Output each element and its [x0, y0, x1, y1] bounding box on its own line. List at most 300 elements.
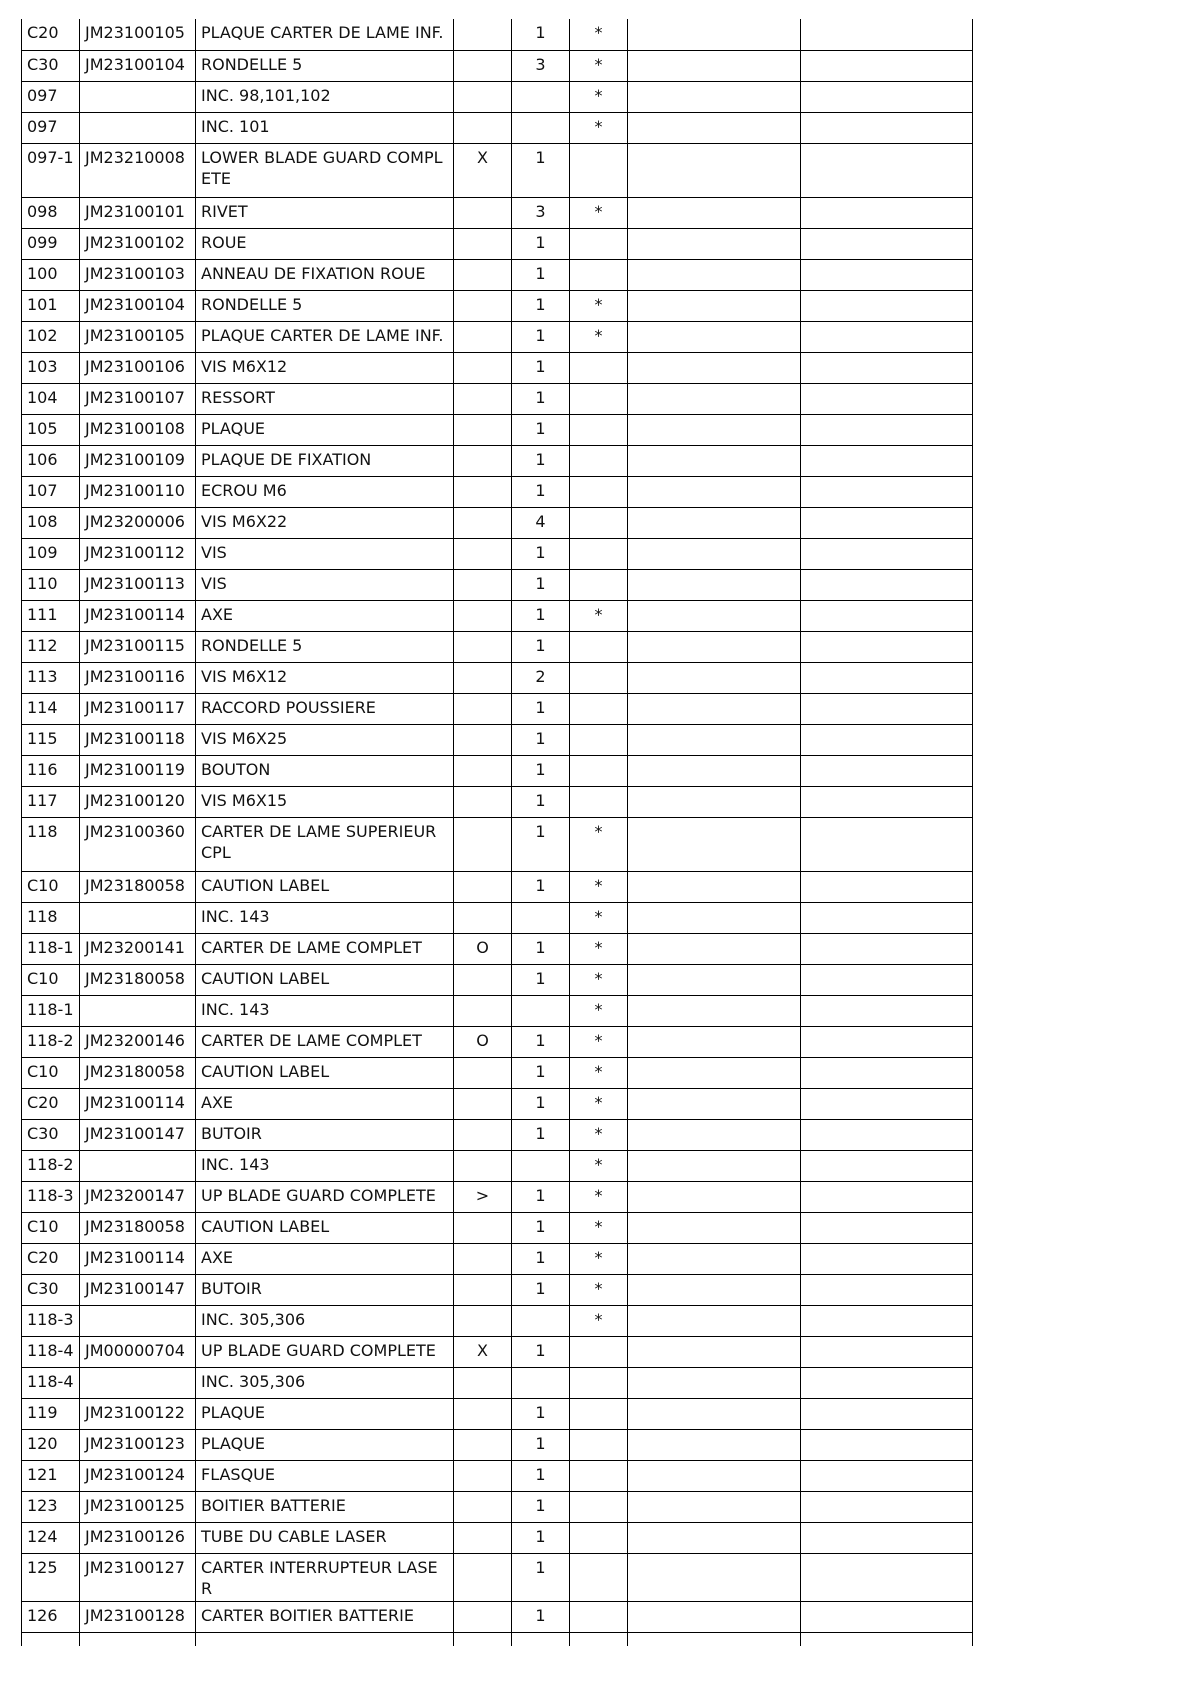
- marker-cell: *: [570, 321, 628, 352]
- description-cell: RONDELLE 5: [196, 631, 454, 662]
- table-row: [22, 1150, 973, 1181]
- empty-cell: [628, 50, 801, 81]
- empty-cell: [628, 321, 801, 352]
- empty-cell: [628, 1181, 801, 1212]
- empty-cell: [801, 1601, 973, 1632]
- quantity-cell: 1: [512, 1119, 570, 1150]
- reference-cell: JM23100114: [80, 1088, 196, 1119]
- quantity-cell: 1: [512, 1088, 570, 1119]
- description-cell: PLAQUE CARTER DE LAME INF.: [196, 19, 454, 50]
- empty-cell: [628, 19, 801, 50]
- part-number-cell: 126: [22, 1601, 80, 1632]
- empty-cell: [801, 1088, 973, 1119]
- part-number-cell: 118-4: [22, 1367, 80, 1398]
- empty-cell: [801, 19, 973, 50]
- description-cell: CAUTION LABEL: [196, 1212, 454, 1243]
- empty-cell: [801, 600, 973, 631]
- table-row: [22, 507, 973, 538]
- reference-cell: JM23100126: [80, 1522, 196, 1553]
- empty-cell: [801, 631, 973, 662]
- quantity-cell: 1: [512, 724, 570, 755]
- description-cell: ANNEAU DE FIXATION ROUE: [196, 259, 454, 290]
- reference-cell: JM23100108: [80, 414, 196, 445]
- description-cell: CARTER DE LAME COMPLET: [196, 933, 454, 964]
- variant-flag-cell: [454, 507, 512, 538]
- table-row: [22, 197, 973, 228]
- empty-cell: [801, 1243, 973, 1274]
- variant-flag-cell: [454, 50, 512, 81]
- quantity-cell: 1: [512, 1336, 570, 1367]
- variant-flag-cell: [454, 1119, 512, 1150]
- variant-flag-cell: >: [454, 1181, 512, 1212]
- description-cell: PLAQUE: [196, 1398, 454, 1429]
- quantity-cell: 1: [512, 1181, 570, 1212]
- reference-cell: JM23100113: [80, 569, 196, 600]
- empty-cell: [801, 352, 973, 383]
- variant-flag-cell: [454, 228, 512, 259]
- description-cell: VIS M6X22: [196, 507, 454, 538]
- empty-cell: [801, 143, 973, 197]
- variant-flag-cell: [454, 662, 512, 693]
- reference-cell: JM23100105: [80, 19, 196, 50]
- variant-flag-cell: [454, 1212, 512, 1243]
- description-cell: INC. 143: [196, 902, 454, 933]
- empty-cell: [454, 1632, 512, 1646]
- empty-cell: [801, 1398, 973, 1429]
- part-number-cell: C30: [22, 1274, 80, 1305]
- variant-flag-cell: [454, 755, 512, 786]
- marker-cell: *: [570, 1212, 628, 1243]
- part-number-cell: 118: [22, 817, 80, 871]
- reference-cell: JM23180058: [80, 1212, 196, 1243]
- empty-cell: [801, 476, 973, 507]
- variant-flag-cell: [454, 19, 512, 50]
- marker-cell: *: [570, 1274, 628, 1305]
- empty-cell: [628, 1553, 801, 1601]
- empty-cell: [628, 1367, 801, 1398]
- reference-cell: JM23100120: [80, 786, 196, 817]
- empty-cell: [801, 112, 973, 143]
- empty-cell: [628, 1243, 801, 1274]
- empty-cell: [801, 507, 973, 538]
- reference-cell: JM23100360: [80, 817, 196, 871]
- part-number-cell: 125: [22, 1553, 80, 1601]
- empty-cell: [801, 995, 973, 1026]
- part-number-cell: 106: [22, 445, 80, 476]
- empty-cell: [628, 197, 801, 228]
- empty-cell: [628, 1274, 801, 1305]
- marker-cell: [570, 1491, 628, 1522]
- description-cell: RESSORT: [196, 383, 454, 414]
- part-number-cell: 097-1: [22, 143, 80, 197]
- table-row: [22, 693, 973, 724]
- quantity-cell: 1: [512, 600, 570, 631]
- empty-cell: [801, 786, 973, 817]
- empty-cell: [628, 964, 801, 995]
- part-number-cell: 115: [22, 724, 80, 755]
- table-row: [22, 600, 973, 631]
- empty-cell: [801, 964, 973, 995]
- part-number-cell: 104: [22, 383, 80, 414]
- empty-cell: [628, 817, 801, 871]
- marker-cell: *: [570, 902, 628, 933]
- part-number-cell: 121: [22, 1460, 80, 1491]
- marker-cell: *: [570, 1119, 628, 1150]
- variant-flag-cell: [454, 445, 512, 476]
- marker-cell: [570, 414, 628, 445]
- empty-cell: [628, 1119, 801, 1150]
- marker-cell: [570, 724, 628, 755]
- empty-cell: [512, 1632, 570, 1646]
- empty-cell: [801, 1522, 973, 1553]
- quantity-cell: 1: [512, 321, 570, 352]
- description-cell: RIVET: [196, 197, 454, 228]
- reference-cell: JM23100115: [80, 631, 196, 662]
- empty-cell: [801, 383, 973, 414]
- table-row: [22, 321, 973, 352]
- marker-cell: [570, 631, 628, 662]
- reference-cell: JM23100103: [80, 259, 196, 290]
- variant-flag-cell: O: [454, 933, 512, 964]
- part-number-cell: 099: [22, 228, 80, 259]
- empty-cell: [801, 1212, 973, 1243]
- empty-cell: [628, 1212, 801, 1243]
- quantity-cell: 1: [512, 693, 570, 724]
- part-number-cell: 107: [22, 476, 80, 507]
- empty-cell: [628, 1057, 801, 1088]
- reference-cell: JM23100112: [80, 538, 196, 569]
- variant-flag-cell: [454, 1398, 512, 1429]
- quantity-cell: 3: [512, 197, 570, 228]
- table-row: [22, 383, 973, 414]
- table-row: [22, 1336, 973, 1367]
- reference-cell: JM23100117: [80, 693, 196, 724]
- reference-cell: JM23100147: [80, 1119, 196, 1150]
- empty-cell: [628, 81, 801, 112]
- table-row: [22, 871, 973, 902]
- marker-cell: [570, 507, 628, 538]
- quantity-cell: [512, 1150, 570, 1181]
- table-row: [22, 352, 973, 383]
- marker-cell: [570, 383, 628, 414]
- variant-flag-cell: X: [454, 143, 512, 197]
- variant-flag-cell: [454, 1491, 512, 1522]
- marker-cell: *: [570, 81, 628, 112]
- quantity-cell: 1: [512, 964, 570, 995]
- quantity-cell: 4: [512, 507, 570, 538]
- reference-cell: JM23100101: [80, 197, 196, 228]
- description-cell: CAUTION LABEL: [196, 1057, 454, 1088]
- empty-cell: [628, 1026, 801, 1057]
- table-row: [22, 538, 973, 569]
- description-cell: VIS M6X25: [196, 724, 454, 755]
- quantity-cell: 1: [512, 228, 570, 259]
- variant-flag-cell: [454, 1460, 512, 1491]
- reference-cell: [80, 902, 196, 933]
- description-cell: BUTOIR: [196, 1119, 454, 1150]
- part-number-cell: C10: [22, 1057, 80, 1088]
- reference-cell: JM23180058: [80, 1057, 196, 1088]
- table-row: [22, 1274, 973, 1305]
- reference-cell: JM23100110: [80, 476, 196, 507]
- description-cell: CARTER DE LAME SUPERIEUR CPL: [196, 817, 454, 871]
- part-number-cell: 102: [22, 321, 80, 352]
- part-number-cell: 114: [22, 693, 80, 724]
- reference-cell: JM23100104: [80, 290, 196, 321]
- table-row: [22, 1057, 973, 1088]
- description-cell: AXE: [196, 1243, 454, 1274]
- part-number-cell: 118-2: [22, 1026, 80, 1057]
- marker-cell: [570, 693, 628, 724]
- table-row: [22, 1429, 973, 1460]
- table-row: [22, 1212, 973, 1243]
- marker-cell: [570, 352, 628, 383]
- part-number-cell: 109: [22, 538, 80, 569]
- part-number-cell: 118: [22, 902, 80, 933]
- quantity-cell: 3: [512, 50, 570, 81]
- empty-cell: [628, 755, 801, 786]
- quantity-cell: [512, 1305, 570, 1336]
- quantity-cell: 1: [512, 143, 570, 197]
- marker-cell: *: [570, 871, 628, 902]
- part-number-cell: 123: [22, 1491, 80, 1522]
- marker-cell: [570, 143, 628, 197]
- table-row: [22, 81, 973, 112]
- quantity-cell: 1: [512, 631, 570, 662]
- empty-cell: [801, 1632, 973, 1646]
- variant-flag-cell: [454, 383, 512, 414]
- empty-cell: [628, 383, 801, 414]
- marker-cell: *: [570, 600, 628, 631]
- marker-cell: *: [570, 19, 628, 50]
- marker-cell: [570, 1367, 628, 1398]
- variant-flag-cell: [454, 871, 512, 902]
- marker-cell: *: [570, 817, 628, 871]
- empty-cell: [628, 631, 801, 662]
- empty-cell: [801, 1491, 973, 1522]
- description-cell: UP BLADE GUARD COMPLETE: [196, 1181, 454, 1212]
- empty-cell: [801, 538, 973, 569]
- reference-cell: JM23100119: [80, 755, 196, 786]
- variant-flag-cell: [454, 1274, 512, 1305]
- parts-table-body: [22, 19, 973, 1646]
- variant-flag-cell: [454, 964, 512, 995]
- part-number-cell: 098: [22, 197, 80, 228]
- empty-cell: [801, 1429, 973, 1460]
- variant-flag-cell: [454, 1601, 512, 1632]
- empty-cell: [801, 1150, 973, 1181]
- marker-cell: [570, 1522, 628, 1553]
- quantity-cell: 1: [512, 786, 570, 817]
- quantity-cell: 1: [512, 1057, 570, 1088]
- part-number-cell: 097: [22, 112, 80, 143]
- quantity-cell: 1: [512, 1243, 570, 1274]
- marker-cell: *: [570, 112, 628, 143]
- empty-cell: [628, 1460, 801, 1491]
- variant-flag-cell: [454, 902, 512, 933]
- empty-cell: [801, 1367, 973, 1398]
- reference-cell: [80, 112, 196, 143]
- quantity-cell: [512, 995, 570, 1026]
- part-number-cell: 118-3: [22, 1305, 80, 1336]
- empty-cell: [628, 902, 801, 933]
- part-number-cell: 118-2: [22, 1150, 80, 1181]
- reference-cell: JM23180058: [80, 964, 196, 995]
- empty-cell: [628, 1522, 801, 1553]
- description-cell: INC. 101: [196, 112, 454, 143]
- variant-flag-cell: [454, 1243, 512, 1274]
- reference-cell: JM23210008: [80, 143, 196, 197]
- part-number-cell: 118-1: [22, 933, 80, 964]
- description-cell: CARTER INTERRUPTEUR LASER: [196, 1553, 454, 1601]
- description-cell: VIS: [196, 538, 454, 569]
- reference-cell: [80, 1150, 196, 1181]
- empty-cell: [628, 1398, 801, 1429]
- empty-cell: [801, 1336, 973, 1367]
- quantity-cell: 1: [512, 1398, 570, 1429]
- marker-cell: *: [570, 1150, 628, 1181]
- reference-cell: JM23100109: [80, 445, 196, 476]
- table-row: [22, 995, 973, 1026]
- marker-cell: [570, 476, 628, 507]
- variant-flag-cell: X: [454, 1336, 512, 1367]
- variant-flag-cell: [454, 352, 512, 383]
- part-number-cell: 100: [22, 259, 80, 290]
- marker-cell: [570, 786, 628, 817]
- empty-cell: [628, 600, 801, 631]
- description-cell: TUBE DU CABLE LASER: [196, 1522, 454, 1553]
- reference-cell: JM23100102: [80, 228, 196, 259]
- reference-cell: JM00000704: [80, 1336, 196, 1367]
- marker-cell: [570, 445, 628, 476]
- marker-cell: *: [570, 197, 628, 228]
- description-cell: VIS M6X12: [196, 352, 454, 383]
- marker-cell: *: [570, 1181, 628, 1212]
- description-cell: CARTER BOITIER BATTERIE: [196, 1601, 454, 1632]
- table-row: [22, 724, 973, 755]
- reference-cell: JM23100105: [80, 321, 196, 352]
- empty-cell: [628, 569, 801, 600]
- empty-cell: [628, 476, 801, 507]
- table-row: [22, 755, 973, 786]
- table-row: [22, 414, 973, 445]
- part-number-cell: C10: [22, 964, 80, 995]
- empty-cell: [801, 228, 973, 259]
- table-row: [22, 143, 973, 197]
- description-cell: INC. 98,101,102: [196, 81, 454, 112]
- marker-cell: *: [570, 933, 628, 964]
- description-cell: PLAQUE: [196, 1429, 454, 1460]
- marker-cell: [570, 1553, 628, 1601]
- description-cell: VIS: [196, 569, 454, 600]
- marker-cell: [570, 1336, 628, 1367]
- part-number-cell: 117: [22, 786, 80, 817]
- description-cell: INC. 305,306: [196, 1305, 454, 1336]
- reference-cell: JM23200141: [80, 933, 196, 964]
- part-number-cell: 120: [22, 1429, 80, 1460]
- description-cell: ROUE: [196, 228, 454, 259]
- part-number-cell: 097: [22, 81, 80, 112]
- variant-flag-cell: [454, 817, 512, 871]
- description-cell: AXE: [196, 1088, 454, 1119]
- description-cell: ECROU M6: [196, 476, 454, 507]
- empty-cell: [801, 724, 973, 755]
- reference-cell: JM23200147: [80, 1181, 196, 1212]
- marker-cell: [570, 1460, 628, 1491]
- part-number-cell: C20: [22, 1243, 80, 1274]
- table-row: [22, 1119, 973, 1150]
- empty-cell: [801, 50, 973, 81]
- part-number-cell: 124: [22, 1522, 80, 1553]
- variant-flag-cell: [454, 81, 512, 112]
- variant-flag-cell: [454, 414, 512, 445]
- reference-cell: JM23100118: [80, 724, 196, 755]
- empty-cell: [801, 81, 973, 112]
- table-row: [22, 259, 973, 290]
- marker-cell: *: [570, 1057, 628, 1088]
- empty-cell: [801, 1119, 973, 1150]
- description-cell: BOUTON: [196, 755, 454, 786]
- variant-flag-cell: [454, 1553, 512, 1601]
- empty-cell: [628, 871, 801, 902]
- description-cell: CARTER DE LAME COMPLET: [196, 1026, 454, 1057]
- marker-cell: *: [570, 964, 628, 995]
- empty-cell: [628, 724, 801, 755]
- empty-cell: [628, 507, 801, 538]
- variant-flag-cell: [454, 321, 512, 352]
- quantity-cell: 1: [512, 1212, 570, 1243]
- empty-cell: [628, 786, 801, 817]
- empty-cell: [801, 259, 973, 290]
- variant-flag-cell: [454, 538, 512, 569]
- variant-flag-cell: O: [454, 1026, 512, 1057]
- variant-flag-cell: [454, 197, 512, 228]
- empty-cell: [801, 933, 973, 964]
- empty-cell: [628, 228, 801, 259]
- part-number-cell: 118-3: [22, 1181, 80, 1212]
- marker-cell: [570, 1429, 628, 1460]
- description-cell: RONDELLE 5: [196, 290, 454, 321]
- variant-flag-cell: [454, 1522, 512, 1553]
- marker-cell: *: [570, 50, 628, 81]
- quantity-cell: 1: [512, 817, 570, 871]
- part-number-cell: C10: [22, 1212, 80, 1243]
- empty-cell: [628, 414, 801, 445]
- quantity-cell: 1: [512, 1522, 570, 1553]
- reference-cell: JM23100124: [80, 1460, 196, 1491]
- marker-cell: [570, 569, 628, 600]
- description-cell: VIS M6X15: [196, 786, 454, 817]
- empty-cell: [628, 143, 801, 197]
- empty-cell: [801, 321, 973, 352]
- empty-cell: [801, 1274, 973, 1305]
- reference-cell: JM23100128: [80, 1601, 196, 1632]
- table-row: [22, 1367, 973, 1398]
- variant-flag-cell: [454, 1088, 512, 1119]
- table-row: [22, 1632, 973, 1646]
- part-number-cell: 110: [22, 569, 80, 600]
- reference-cell: [80, 1305, 196, 1336]
- empty-cell: [628, 1088, 801, 1119]
- table-row: [22, 476, 973, 507]
- empty-cell: [801, 693, 973, 724]
- part-number-cell: 116: [22, 755, 80, 786]
- table-row: [22, 1088, 973, 1119]
- quantity-cell: 2: [512, 662, 570, 693]
- reference-cell: JM23200146: [80, 1026, 196, 1057]
- empty-cell: [196, 1632, 454, 1646]
- reference-cell: JM23180058: [80, 871, 196, 902]
